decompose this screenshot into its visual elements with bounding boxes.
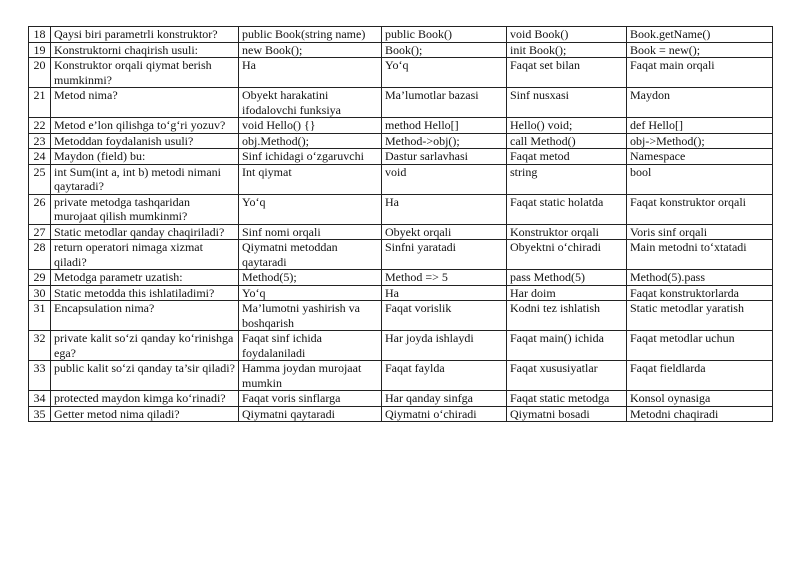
option-a: Faqat voris sinflarga	[239, 391, 382, 407]
option-a: Sinf ichidagi o‘zgaruvchi	[239, 149, 382, 165]
question-text: Metod nima?	[51, 88, 239, 118]
option-d: Static metodlar yaratish	[627, 301, 773, 331]
option-a: Faqat sinf ichida foydalaniladi	[239, 331, 382, 361]
question-text: Metodga parametr uzatish:	[51, 270, 239, 286]
option-d: Faqat konstruktorlarda	[627, 285, 773, 301]
option-c: Qiymatni bosadi	[507, 406, 627, 422]
question-text: Static metodda this ishlatiladimi?	[51, 285, 239, 301]
option-b: Obyekt orqali	[382, 224, 507, 240]
option-c: Konstruktor orqali	[507, 224, 627, 240]
option-a: Ma’lumotni yashirish va boshqarish	[239, 301, 382, 331]
table-row	[29, 164, 773, 194]
option-a: public Book(string name)	[239, 27, 382, 43]
option-c: init Book();	[507, 42, 627, 58]
option-a: Yo‘q	[239, 285, 382, 301]
table-row	[29, 58, 773, 88]
option-d: Faqat konstruktor orqali	[627, 194, 773, 224]
option-d: Book = new();	[627, 42, 773, 58]
table-row	[29, 27, 773, 43]
question-text: Konstruktor orqali qiymat berish mumkinmi?	[51, 58, 239, 88]
option-d: Main metodni to‘xtatadi	[627, 240, 773, 270]
option-a: new Book();	[239, 42, 382, 58]
option-c: Faqat xususiyatlar	[507, 361, 627, 391]
option-d: Faqat main orqali	[627, 58, 773, 88]
table-row	[29, 406, 773, 422]
question-number: 31	[29, 301, 51, 331]
option-d: def Hello[]	[627, 118, 773, 134]
table-row	[29, 118, 773, 134]
option-a: void Hello() {}	[239, 118, 382, 134]
question-number: 24	[29, 149, 51, 165]
table-row	[29, 361, 773, 391]
option-b: Har qanday sinfga	[382, 391, 507, 407]
option-b: method Hello[]	[382, 118, 507, 134]
question-text: int Sum(int a, int b) metodi nimani qaytaradi?	[51, 164, 239, 194]
question-number: 25	[29, 164, 51, 194]
option-c: Sinf nusxasi	[507, 88, 627, 118]
table-row	[29, 88, 773, 118]
table-row	[29, 270, 773, 286]
question-number: 18	[29, 27, 51, 43]
question-number: 21	[29, 88, 51, 118]
question-number: 28	[29, 240, 51, 270]
option-b: Faqat vorislik	[382, 301, 507, 331]
option-c: Hello() void;	[507, 118, 627, 134]
option-d: obj->Method();	[627, 133, 773, 149]
question-text: private metodga tashqaridan murojaat qilish mumkinmi?	[51, 194, 239, 224]
table-row	[29, 194, 773, 224]
table-row	[29, 240, 773, 270]
option-d: Voris sinf orqali	[627, 224, 773, 240]
option-d: Method(5).pass	[627, 270, 773, 286]
option-d: Book.getName()	[627, 27, 773, 43]
table-row	[29, 133, 773, 149]
option-b: Ha	[382, 194, 507, 224]
option-a: Ha	[239, 58, 382, 88]
table-row	[29, 149, 773, 165]
option-c: Har doim	[507, 285, 627, 301]
table-row	[29, 285, 773, 301]
option-d: Faqat fieldlarda	[627, 361, 773, 391]
option-a: Method(5);	[239, 270, 382, 286]
option-c: call Method()	[507, 133, 627, 149]
question-text: Static metodlar qanday chaqiriladi?	[51, 224, 239, 240]
option-c: Faqat set bilan	[507, 58, 627, 88]
option-c: Faqat static metodga	[507, 391, 627, 407]
option-c: Faqat static holatda	[507, 194, 627, 224]
table-row	[29, 301, 773, 331]
option-c: Kodni tez ishlatish	[507, 301, 627, 331]
option-d: Maydon	[627, 88, 773, 118]
option-b: Dastur sarlavhasi	[382, 149, 507, 165]
question-number: 20	[29, 58, 51, 88]
option-d: Konsol oynasiga	[627, 391, 773, 407]
table-row	[29, 42, 773, 58]
option-c: string	[507, 164, 627, 194]
question-number: 29	[29, 270, 51, 286]
question-number: 19	[29, 42, 51, 58]
option-a: Qiymatni metoddan qaytaradi	[239, 240, 382, 270]
option-c: pass Method(5)	[507, 270, 627, 286]
option-a: Qiymatni qaytaradi	[239, 406, 382, 422]
option-b: Sinfni yaratadi	[382, 240, 507, 270]
option-b: Ma’lumotlar bazasi	[382, 88, 507, 118]
option-b: Ha	[382, 285, 507, 301]
option-a: obj.Method();	[239, 133, 382, 149]
question-text: Qaysi biri parametrli konstruktor?	[51, 27, 239, 43]
option-b: Method->obj();	[382, 133, 507, 149]
option-c: void Book()	[507, 27, 627, 43]
option-d: Metodni chaqiradi	[627, 406, 773, 422]
option-b: Yo‘q	[382, 58, 507, 88]
question-text: Encapsulation nima?	[51, 301, 239, 331]
option-b: Book();	[382, 42, 507, 58]
option-a: Hamma joydan murojaat mumkin	[239, 361, 382, 391]
question-number: 22	[29, 118, 51, 134]
option-d: bool	[627, 164, 773, 194]
quiz-table	[28, 26, 773, 422]
option-b: Faqat faylda	[382, 361, 507, 391]
option-a: Sinf nomi orqali	[239, 224, 382, 240]
question-text: Metoddan foydalanish usuli?	[51, 133, 239, 149]
question-text: protected maydon kimga ko‘rinadi?	[51, 391, 239, 407]
option-d: Faqat metodlar uchun	[627, 331, 773, 361]
option-b: public Book()	[382, 27, 507, 43]
table-row	[29, 224, 773, 240]
question-number: 33	[29, 361, 51, 391]
option-d: Namespace	[627, 149, 773, 165]
option-a: Int qiymat	[239, 164, 382, 194]
question-text: return operatori nimaga xizmat qiladi?	[51, 240, 239, 270]
question-text: Metod e’lon qilishga to‘g‘ri yozuv?	[51, 118, 239, 134]
option-b: Qiymatni o‘chiradi	[382, 406, 507, 422]
quiz-table-body	[29, 27, 773, 422]
option-c: Faqat metod	[507, 149, 627, 165]
question-number: 27	[29, 224, 51, 240]
option-c: Obyektni o‘chiradi	[507, 240, 627, 270]
table-row	[29, 331, 773, 361]
question-number: 32	[29, 331, 51, 361]
option-a: Obyekt harakatini ifodalovchi funksiya	[239, 88, 382, 118]
question-number: 34	[29, 391, 51, 407]
question-text: Konstruktorni chaqirish usuli:	[51, 42, 239, 58]
question-number: 26	[29, 194, 51, 224]
option-a: Yo‘q	[239, 194, 382, 224]
question-text: public kalit so‘zi qanday ta’sir qiladi?	[51, 361, 239, 391]
option-c: Faqat main() ichida	[507, 331, 627, 361]
question-text: Maydon (field) bu:	[51, 149, 239, 165]
table-row	[29, 391, 773, 407]
question-number: 35	[29, 406, 51, 422]
option-b: Method => 5	[382, 270, 507, 286]
question-number: 23	[29, 133, 51, 149]
question-text: Getter metod nima qiladi?	[51, 406, 239, 422]
question-text: private kalit so‘zi qanday ko‘rinishga ega?	[51, 331, 239, 361]
option-b: Har joyda ishlaydi	[382, 331, 507, 361]
option-b: void	[382, 164, 507, 194]
question-number: 30	[29, 285, 51, 301]
